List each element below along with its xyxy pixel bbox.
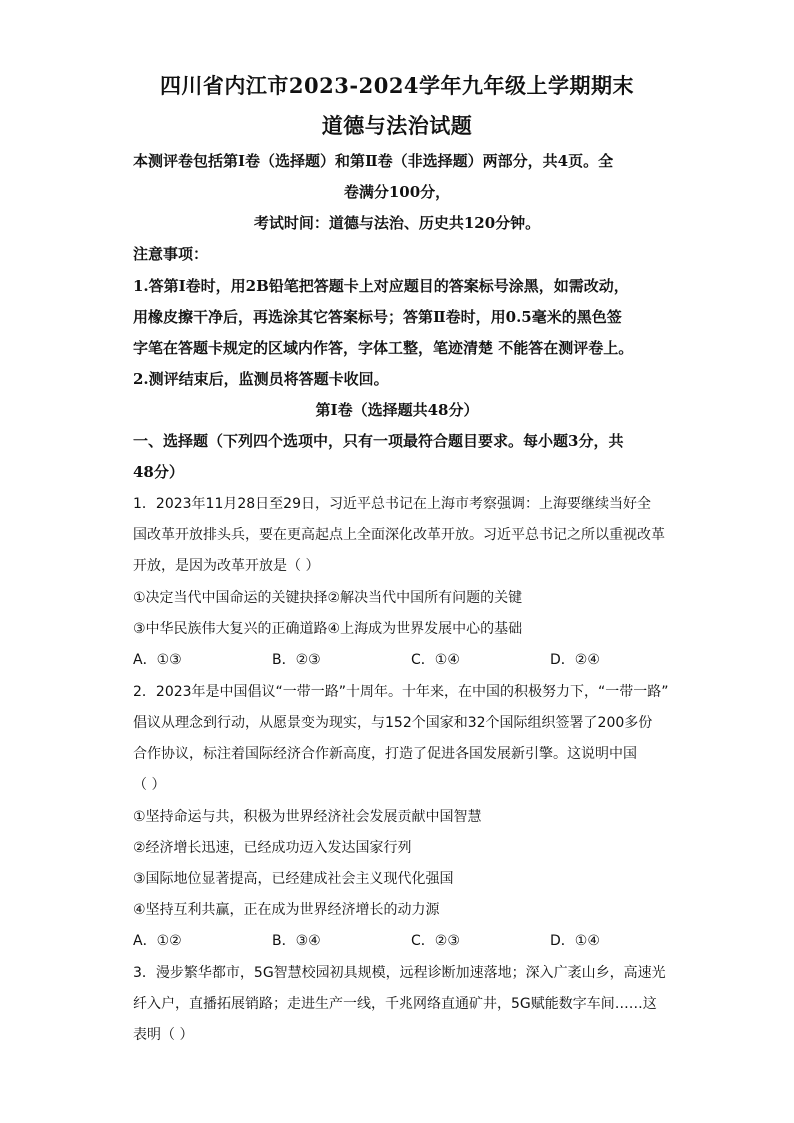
section-heading: 第Ⅰ卷（选择题共48分）	[315, 401, 479, 419]
intro-line-1: 本测评卷包括第Ⅰ卷（选择题）和第Ⅱ卷（非选择题）两部分，共4页。全	[133, 152, 614, 170]
question-2-option-b[interactable]: B．③④	[272, 933, 321, 949]
question-3-line-1: 3．漫步繁华都市，5G智慧校园初具规模，远程诊断加速落地；深入广袤山乡，高速光	[133, 965, 666, 981]
question-2-statement-1: ①坚持命运与共，积极为世界经济社会发展贡献中国智慧	[133, 809, 482, 825]
section-instructions-line-1: 一、选择题（下列四个选项中，只有一项最符合题目要求。每小题3分，共	[133, 432, 624, 450]
exam-title: 四川省内江市2023-2024学年九年级上学期期末	[159, 73, 635, 98]
question-1-statement-2: ③中华民族伟大复兴的正确道路④上海成为世界发展中心的基础	[133, 621, 523, 637]
question-1-option-b[interactable]: B．②③	[272, 652, 321, 668]
question-2-statement-3: ③国际地位显著提高，已经建成社会主义现代化强国	[133, 871, 454, 887]
intro-line-3: 考试时间：道德与法治、历史共120分钟。	[253, 214, 541, 232]
question-1-option-d[interactable]: D．②④	[550, 652, 600, 668]
intro-line-2: 卷满分100分，	[343, 183, 451, 201]
question-2-option-c[interactable]: C．②③	[411, 933, 460, 949]
question-2-line-3: 合作协议，标注着国际经济合作新高度，打造了促进各国发展新引擎。这说明中国	[133, 746, 637, 762]
question-2-option-d[interactable]: D．①④	[550, 933, 600, 949]
section-instructions-line-2: 48分）	[133, 463, 184, 481]
question-2-line-1: 2．2023年是中国倡议“一带一路”十周年。十年来，在中国的积极努力下，“一带一路”	[133, 684, 669, 700]
question-1-option-a[interactable]: A．①③	[133, 652, 182, 668]
question-2-line-4: （ ）	[133, 777, 166, 793]
question-1-statement-1: ①决定当代中国命运的关键抉择②解决当代中国所有问题的关键	[133, 590, 523, 606]
question-3-line-2: 纤入户，直播拓展销路；走进生产一线，千兆网络直通矿井，5G赋能数字车间……这	[133, 996, 657, 1012]
notes-item-1-line-3: 字笔在答题卡规定的区域内作答，字体工整，笔迹清楚 不能答在测评卷上。	[133, 339, 634, 357]
question-1-line-1: 1．2023年11月28日至29日，习近平总书记在上海市考察强调：上海要继续当好全	[133, 496, 651, 512]
notes-item-2: 2.测评结束后，监测员将答题卡收回。	[133, 370, 389, 388]
question-1-line-3: 开放，是因为改革开放是（ ）	[133, 558, 320, 574]
notes-item-1-line-2: 用橡皮擦干净后，再选涂其它答案标号；答第Ⅱ卷时，用0.5毫米的黑色签	[133, 308, 622, 326]
question-2-option-a[interactable]: A．①②	[133, 933, 182, 949]
notes-heading: 注意事项：	[133, 245, 209, 263]
subject-title: 道德与法治试题	[321, 113, 473, 138]
question-3-line-3: 表明（ ）	[133, 1027, 194, 1043]
question-2-statement-4: ④坚持互利共赢，正在成为世界经济增长的动力源	[133, 902, 440, 918]
question-1-option-c[interactable]: C．①④	[411, 652, 460, 668]
notes-item-1-line-1: 1.答第Ⅰ卷时，用2B铅笔把答题卡上对应题目的答案标号涂黑，如需改动，	[133, 277, 629, 295]
question-2-statement-2: ②经济增长迅速，已经成功迈入发达国家行列	[133, 840, 412, 856]
question-2-line-2: 倡议从理念到行动，从愿景变为现实，与152个国家和32个国际组织签署了200多份	[133, 715, 653, 731]
question-1-line-2: 国改革开放排头兵，要在更高起点上全面深化改革开放。习近平总书记之所以重视改革	[133, 527, 665, 543]
